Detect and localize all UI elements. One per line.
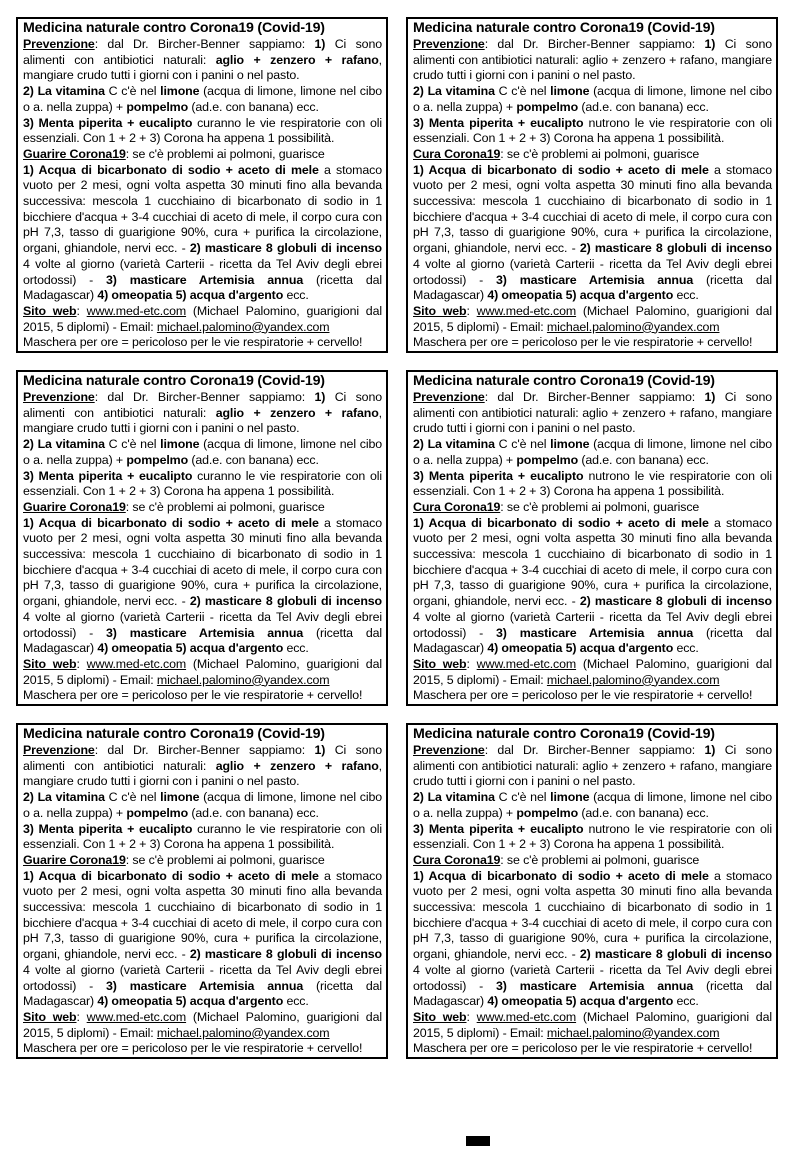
text-run: Ci sono alimenti con antibiotici naturali: [23, 390, 382, 420]
text-run: 1) Acqua di bicarbonato di sodio + aceto di mele [23, 868, 319, 883]
text-run: 4 volte al giorno (varietà Carterii - ricetta da Tel Aviv degli ebrei ortodossi) - [23, 256, 382, 287]
card-title: Medicina naturale contro Corona19 (Covid-19) [413, 373, 715, 389]
card-paragraph [23, 869, 382, 1010]
card-paragraph [413, 822, 772, 853]
text-run: : dal Dr. Bircher-Benner sappiamo: [94, 390, 315, 404]
text-run: Maschera per ore = pericoloso per le vie respiratorie + cervello! [23, 688, 363, 703]
card-paragraph [23, 516, 382, 657]
text-run: (ricetta dal Madagascar) [23, 625, 382, 656]
card-paragraph [23, 500, 382, 516]
card-paragraph [413, 163, 772, 304]
card-paragraph [23, 390, 382, 437]
text-run: 2) masticare 8 globuli di incenso [579, 594, 772, 609]
card-paragraph [413, 437, 772, 468]
card-paragraph [413, 390, 772, 437]
text-run: : dal Dr. Bircher-Benner sappiamo: [94, 37, 315, 51]
text-run: aglio + zenzero + rafano [215, 758, 379, 773]
card-paragraph [23, 116, 382, 147]
text-run: (acqua di limone, limone nel cibo o a. nella zuppa) + [23, 437, 382, 467]
text-run: ecc. [673, 288, 699, 303]
text-run: Sito web [413, 303, 467, 318]
text-run: 4 volte al giorno (varietà Carterii - ricetta da Tel Aviv degli ebrei ortodossi) - [413, 962, 772, 993]
text-run: : [466, 1009, 477, 1024]
card-paragraph [23, 822, 382, 853]
flyer-card [16, 723, 388, 1059]
text-run: (acqua di limone, limone nel cibo o a. nella zuppa) + [23, 84, 382, 114]
text-run: limone [160, 84, 200, 99]
text-run: C c'è nel [494, 84, 551, 99]
text-run: : [76, 303, 87, 318]
card-paragraph [23, 657, 382, 688]
text-run: limone [550, 84, 590, 99]
text-run: , mangiare crudo tutti i giorni con i panini o nel pasto. [23, 52, 382, 83]
text-run: , mangiare crudo tutti i giorni con i panini o nel pasto. [23, 758, 382, 789]
card-paragraph [413, 657, 772, 688]
text-run: 4) omeopatia 5) acqua d'argento [97, 288, 284, 303]
text-run: Prevenzione [413, 390, 485, 404]
text-run: 4) omeopatia 5) acqua d'argento [97, 641, 284, 656]
card-title: Medicina naturale contro Corona19 (Covid-19) [23, 20, 325, 36]
text-run: 4 volte al giorno (varietà Carterii - ricetta da Tel Aviv degli ebrei ortodossi) - [413, 609, 772, 640]
card-paragraph [413, 853, 772, 869]
text-run: : dal Dr. Bircher-Benner sappiamo: [94, 743, 315, 757]
card-title: Medicina naturale contro Corona19 (Covid-19) [413, 20, 715, 36]
text-run: (acqua di limone, limone nel cibo o a. nella zuppa) + [413, 437, 772, 467]
text-run: (ad.e. con banana) ecc. [578, 452, 709, 467]
card-paragraph [23, 304, 382, 335]
text-run: (ad.e. con banana) ecc. [578, 805, 709, 820]
text-run: Maschera per ore = pericoloso per le vie respiratorie + cervello! [23, 1041, 363, 1056]
text-run: (ricetta dal Madagascar) [23, 978, 382, 1009]
card-paragraph [23, 688, 382, 704]
text-run: C c'è nel [494, 437, 551, 452]
website-link[interactable]: www.med-etc.com [86, 303, 187, 318]
text-run: 3) masticare Artemisia annua [496, 625, 694, 640]
card-paragraph [23, 37, 382, 84]
text-run: 3) Menta piperita + eucalipto [23, 115, 193, 130]
card-paragraph [23, 790, 382, 821]
text-run: Ci sono alimenti con antibiotici naturali: [23, 743, 382, 773]
text-run: ecc. [283, 288, 309, 303]
flyer-card [16, 370, 388, 706]
text-run: 3) Menta piperita + eucalipto [23, 468, 193, 483]
text-run: : se c'è problemi ai polmoni, guarisce [125, 499, 325, 514]
text-run: 2) masticare 8 globuli di incenso [189, 241, 382, 256]
text-run: Maschera per ore = pericoloso per le vie respiratorie + cervello! [413, 1041, 753, 1056]
text-run: limone [550, 790, 590, 805]
website-link[interactable]: www.med-etc.com [86, 1009, 187, 1024]
text-run: Ci sono alimenti con antibiotici naturali: [23, 37, 382, 67]
text-run: curanno le vie respiratorie con oli essenziali. Con 1 + 2 + 3) Corona ha appena 1 possibilità. [23, 821, 382, 852]
text-run: (ad.e. con banana) ecc. [188, 99, 319, 114]
text-run: a stomaco vuoto per 2 mesi, ogni volta aspetta 30 minuti fino alla bevanda successiva: mescola 1 cucchiaino di bicarbonato di sodio in 1 bicchiere d'acqua + 3-4 cucchiai di aceto di mele, il corpo cura con pH 7,3, tasso di guarigione 90%, cura + purifica la circolazione, organi, ghiandole, nervi ecc. - [23, 162, 382, 256]
text-run: : [466, 656, 477, 671]
text-run: Prevenzione [23, 390, 95, 404]
flyer-card [406, 370, 778, 706]
text-run: 1) Acqua di bicarbonato di sodio + aceto di mele [23, 162, 319, 177]
text-run: 2) masticare 8 globuli di incenso [579, 241, 772, 256]
text-run: 2) La vitamina [413, 84, 495, 99]
bottom-mark [466, 1136, 490, 1146]
text-run: (acqua di limone, limone nel cibo o a. nella zuppa) + [413, 790, 772, 820]
text-run: pompelmo [516, 99, 579, 114]
text-run: Prevenzione [413, 37, 485, 51]
website-link[interactable]: www.med-etc.com [476, 1009, 577, 1024]
text-run: 3) masticare Artemisia annua [496, 978, 694, 993]
text-run: 3) masticare Artemisia annua [106, 625, 304, 640]
text-run: : [76, 1009, 87, 1024]
text-run: 3) masticare Artemisia annua [496, 272, 694, 287]
text-run: Sito web [413, 1009, 467, 1024]
card-paragraph [23, 147, 382, 163]
text-run: Ci sono alimenti con antibiotici naturali: aglio + zenzero + rafano, mangiare crudo tutti i giorni con i panini o nel pasto. [413, 37, 772, 83]
text-run: (acqua di limone, limone nel cibo o a. nella zuppa) + [23, 790, 382, 820]
text-run: : [76, 656, 87, 671]
text-run: (Michael Palomino, guarigioni dal 2015, 5 diplomi) - Email: [413, 303, 772, 334]
text-run: limone [160, 437, 200, 452]
text-run: (Michael Palomino, guarigioni dal 2015, 5 diplomi) - Email: [23, 1009, 382, 1040]
card-paragraph [413, 743, 772, 790]
text-run: Sito web [23, 656, 77, 671]
card-title: Medicina naturale contro Corona19 (Covid-19) [413, 726, 715, 742]
text-run: 1) Acqua di bicarbonato di sodio + aceto di mele [23, 515, 319, 530]
website-link[interactable]: www.med-etc.com [476, 303, 577, 318]
text-run: 3) Menta piperita + eucalipto [413, 821, 584, 836]
text-run: C c'è nel [104, 84, 161, 99]
text-run: pompelmo [126, 452, 189, 467]
card-paragraph [413, 147, 772, 163]
text-run: (ad.e. con banana) ecc. [188, 805, 319, 820]
card-paragraph [413, 790, 772, 821]
text-run: 1) [314, 390, 326, 404]
text-run: nutrono le vie respiratorie con oli essenziali. Con 1 + 2 + 3) Corona ha appena 1 possibilità. [413, 115, 772, 146]
card-paragraph [413, 37, 772, 84]
text-run: Prevenzione [23, 37, 95, 51]
text-run: (Michael Palomino, guarigioni dal 2015, 5 diplomi) - Email: [413, 656, 772, 687]
text-run: pompelmo [516, 805, 579, 820]
card-paragraph [23, 1041, 382, 1057]
card-paragraph [23, 743, 382, 790]
text-run: a stomaco vuoto per 2 mesi, ogni volta aspetta 30 minuti fino alla bevanda successiva: mescola 1 cucchiaino di bicarbonato di sodio in 1 bicchiere d'acqua + 3-4 cucchiai di aceto di mele, il corpo cura con pH 7,3, tasso di guarigione 90%, cura + purifica la circolazione, organi, ghiandole, nervi ecc. - [23, 868, 382, 962]
text-run: 2) La vitamina [23, 790, 105, 805]
email-link[interactable]: michael.palomino@yandex.com [156, 1025, 330, 1040]
text-run: 4 volte al giorno (varietà Carterii - ricetta da Tel Aviv degli ebrei ortodossi) - [23, 962, 382, 993]
text-run: aglio + zenzero + rafano [215, 405, 379, 420]
text-run: 1) Acqua di bicarbonato di sodio + aceto di mele [413, 515, 709, 530]
text-run: nutrono le vie respiratorie con oli essenziali. Con 1 + 2 + 3) Corona ha appena 1 possibilità. [413, 468, 772, 499]
text-run: Sito web [23, 1009, 77, 1024]
text-run: : dal Dr. Bircher-Benner sappiamo: [484, 390, 705, 404]
text-run: Guarire Corona19 [23, 146, 126, 161]
text-run: 4) omeopatia 5) acqua d'argento [487, 641, 674, 656]
website-link[interactable]: www.med-etc.com [86, 656, 187, 671]
text-run: : dal Dr. Bircher-Benner sappiamo: [484, 743, 705, 757]
text-run: (ad.e. con banana) ecc. [578, 99, 709, 114]
email-link[interactable]: michael.palomino@yandex.com [156, 672, 330, 687]
text-run: : dal Dr. Bircher-Benner sappiamo: [484, 37, 705, 51]
card-paragraph [413, 84, 772, 115]
text-run: curanno le vie respiratorie con oli essenziali. Con 1 + 2 + 3) Corona ha appena 1 possibilità. [23, 468, 382, 499]
text-run: 2) La vitamina [413, 437, 495, 452]
text-run: (Michael Palomino, guarigioni dal 2015, 5 diplomi) - Email: [23, 303, 382, 334]
text-run: Maschera per ore = pericoloso per le vie respiratorie + cervello! [413, 335, 753, 350]
text-run: pompelmo [126, 805, 189, 820]
card-title: Medicina naturale contro Corona19 (Covid-19) [23, 726, 325, 742]
text-run: (Michael Palomino, guarigioni dal 2015, 5 diplomi) - Email: [413, 1009, 772, 1040]
text-run: 2) La vitamina [413, 790, 495, 805]
text-run: 3) masticare Artemisia annua [106, 978, 304, 993]
flyer-card [16, 17, 388, 353]
text-run: : se c'è problemi ai polmoni, guarisce [500, 852, 700, 867]
card-paragraph [413, 304, 772, 335]
card-paragraph [23, 437, 382, 468]
text-run: (ricetta dal Madagascar) [23, 272, 382, 303]
card-paragraph [23, 853, 382, 869]
text-run: nutrono le vie respiratorie con oli essenziali. Con 1 + 2 + 3) Corona ha appena 1 possibilità. [413, 821, 772, 852]
card-paragraph [413, 116, 772, 147]
text-run: Prevenzione [413, 743, 485, 757]
email-link[interactable]: michael.palomino@yandex.com [546, 319, 720, 334]
card-paragraph [413, 500, 772, 516]
text-run: Ci sono alimenti con antibiotici naturali: aglio + zenzero + rafano, mangiare crudo tutti i giorni con i panini o nel pasto. [413, 390, 772, 436]
text-run: Sito web [413, 656, 467, 671]
card-title: Medicina naturale contro Corona19 (Covid-19) [23, 373, 325, 389]
text-run: 1) Acqua di bicarbonato di sodio + aceto di mele [413, 868, 709, 883]
text-run: aglio + zenzero + rafano [215, 52, 379, 67]
text-run: 4) omeopatia 5) acqua d'argento [487, 288, 674, 303]
card-paragraph [413, 335, 772, 351]
text-run: pompelmo [126, 99, 189, 114]
text-run: Sito web [23, 303, 77, 318]
text-run: 1) [314, 743, 326, 757]
email-link[interactable]: michael.palomino@yandex.com [156, 319, 330, 334]
card-paragraph [413, 516, 772, 657]
website-link[interactable]: www.med-etc.com [476, 656, 577, 671]
text-run: Maschera per ore = pericoloso per le vie respiratorie + cervello! [413, 688, 753, 703]
text-run: Maschera per ore = pericoloso per le vie respiratorie + cervello! [23, 335, 363, 350]
text-run: ecc. [283, 641, 309, 656]
text-run: 3) Menta piperita + eucalipto [23, 821, 193, 836]
text-run: : se c'è problemi ai polmoni, guarisce [500, 499, 700, 514]
text-run: Ci sono alimenti con antibiotici naturali: aglio + zenzero + rafano, mangiare crudo tutti i giorni con i panini o nel pasto. [413, 743, 772, 789]
text-run: (ricetta dal Madagascar) [413, 272, 772, 303]
text-run: a stomaco vuoto per 2 mesi, ogni volta aspetta 30 minuti fino alla bevanda successiva: mescola 1 cucchiaino di bicarbonato di sodio in 1 bicchiere d'acqua + 3-4 cucchiai di aceto di mele, il corpo cura con pH 7,3, tasso di guarigione 90%, cura + purifica la circolazione, organi, ghiandole, nervi ecc. - [413, 868, 772, 962]
text-run: 2) La vitamina [23, 84, 105, 99]
text-run: 2) La vitamina [23, 437, 105, 452]
text-run: Prevenzione [23, 743, 95, 757]
text-run: 1) [704, 37, 716, 51]
text-run: limone [550, 437, 590, 452]
text-run: 3) masticare Artemisia annua [106, 272, 304, 287]
text-run: a stomaco vuoto per 2 mesi, ogni volta aspetta 30 minuti fino alla bevanda successiva: mescola 1 cucchiaino di bicarbonato di sodio in 1 bicchiere d'acqua + 3-4 cucchiai di aceto di mele, il corpo cura con pH 7,3, tasso di guarigione 90%, cura + purifica la circolazione, organi, ghiandole, nervi ecc. - [23, 515, 382, 609]
text-run: a stomaco vuoto per 2 mesi, ogni volta aspetta 30 minuti fino alla bevanda successiva: mescola 1 cucchiaino di bicarbonato di sodio in 1 bicchiere d'acqua + 3-4 cucchiai di aceto di mele, il corpo cura con pH 7,3, tasso di guarigione 90%, cura + purifica la circolazione, organi, ghiandole, nervi ecc. - [413, 515, 772, 609]
text-run: C c'è nel [494, 790, 551, 805]
text-run: C c'è nel [104, 437, 161, 452]
card-paragraph [23, 84, 382, 115]
text-run: ecc. [283, 994, 309, 1009]
text-run: C c'è nel [104, 790, 161, 805]
text-run: pompelmo [516, 452, 579, 467]
text-run: 4) omeopatia 5) acqua d'argento [97, 994, 284, 1009]
text-run: : [466, 303, 477, 318]
text-run: (ricetta dal Madagascar) [413, 625, 772, 656]
card-paragraph [413, 1010, 772, 1041]
card-paragraph [413, 469, 772, 500]
text-run: (ricetta dal Madagascar) [413, 978, 772, 1009]
text-run: 4 volte al giorno (varietà Carterii - ricetta da Tel Aviv degli ebrei ortodossi) - [23, 609, 382, 640]
text-run: 1) [704, 390, 716, 404]
text-run: a stomaco vuoto per 2 mesi, ogni volta aspetta 30 minuti fino alla bevanda successiva: mescola 1 cucchiaino di bicarbonato di sodio in 1 bicchiere d'acqua + 3-4 cucchiai di aceto di mele, il corpo cura con pH 7,3, tasso di guarigione 90%, cura + purifica la circolazione, organi, ghiandole, nervi ecc. - [413, 162, 772, 256]
text-run: Cura Corona19 [413, 146, 501, 161]
text-run: 3) Menta piperita + eucalipto [413, 468, 584, 483]
text-run: 4) omeopatia 5) acqua d'argento [487, 994, 674, 1009]
text-run: (Michael Palomino, guarigioni dal 2015, 5 diplomi) - Email: [23, 656, 382, 687]
flyer-card [406, 723, 778, 1059]
email-link[interactable]: michael.palomino@yandex.com [546, 1025, 720, 1040]
card-paragraph [23, 335, 382, 351]
flyer-card [406, 17, 778, 353]
text-run: 1) Acqua di bicarbonato di sodio + aceto di mele [413, 162, 709, 177]
text-run: 4 volte al giorno (varietà Carterii - ricetta da Tel Aviv degli ebrei ortodossi) - [413, 256, 772, 287]
text-run: Guarire Corona19 [23, 499, 126, 514]
text-run: (ad.e. con banana) ecc. [188, 452, 319, 467]
text-run: : se c'è problemi ai polmoni, guarisce [125, 146, 325, 161]
card-paragraph [413, 869, 772, 1010]
text-run: 3) Menta piperita + eucalipto [413, 115, 584, 130]
text-run: Cura Corona19 [413, 852, 501, 867]
text-run: curanno le vie respiratorie con oli essenziali. Con 1 + 2 + 3) Corona ha appena 1 possibilità. [23, 115, 382, 146]
text-run: Guarire Corona19 [23, 852, 126, 867]
text-run: (acqua di limone, limone nel cibo o a. nella zuppa) + [413, 84, 772, 114]
card-paragraph [23, 469, 382, 500]
text-run: limone [160, 790, 200, 805]
email-link[interactable]: michael.palomino@yandex.com [546, 672, 720, 687]
text-run: , mangiare crudo tutti i giorni con i panini o nel pasto. [23, 405, 382, 436]
card-paragraph [413, 1041, 772, 1057]
text-run: 2) masticare 8 globuli di incenso [189, 947, 382, 962]
text-run: 2) masticare 8 globuli di incenso [579, 947, 772, 962]
card-paragraph [413, 688, 772, 704]
text-run: : se c'è problemi ai polmoni, guarisce [125, 852, 325, 867]
card-paragraph [23, 163, 382, 304]
text-run: 1) [704, 743, 716, 757]
text-run: 1) [314, 37, 326, 51]
text-run: ecc. [673, 994, 699, 1009]
card-paragraph [23, 1010, 382, 1041]
text-run: : se c'è problemi ai polmoni, guarisce [500, 146, 700, 161]
text-run: ecc. [673, 641, 699, 656]
text-run: Cura Corona19 [413, 499, 501, 514]
text-run: 2) masticare 8 globuli di incenso [189, 594, 382, 609]
